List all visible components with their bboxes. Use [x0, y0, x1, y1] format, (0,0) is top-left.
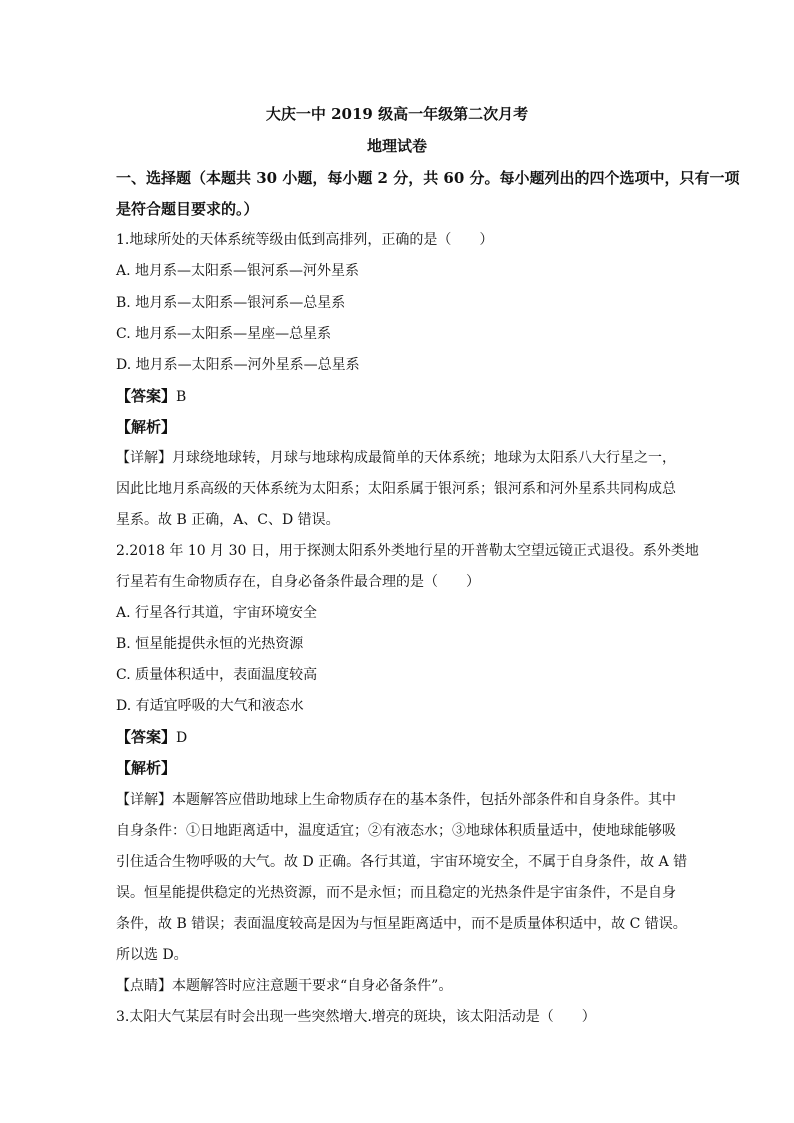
analysis-label: 【解析】 [116, 759, 177, 777]
exam-subject: 地理试卷 [366, 137, 427, 155]
option-a: A. 行星各行其道，宇宙环境安全 [116, 605, 318, 621]
option-d: D. 有适宜呼吸的大气和液态水 [116, 698, 304, 714]
question-stem: 3.太阳大气某层有时会出现一些突然增大.增亮的斑块，该太阳活动是（ ） [116, 1009, 596, 1025]
option-a: A. 地月系—太阳系—银河系—河外星系 [116, 263, 360, 279]
detail-line: 因此比地月系高级的天体系统为太阳系；太阳系属于银河系；银河系和河外星系共同构成总 [116, 481, 676, 497]
exam-title: 大庆一中 2019 级高一年级第二次月考 [265, 105, 529, 123]
tip-line: 【点睛】本题解答时应注意题干要求“自身必备条件”。 [116, 978, 453, 994]
answer-line [116, 727, 696, 748]
question-stem: 1.地球所处的天体系统等级由低到高排列，正确的是（ ） [116, 232, 494, 248]
option-c: C. 地月系—太阳系—星座—总星系 [116, 326, 332, 342]
analysis-label: 【解析】 [116, 418, 177, 436]
section-heading-cont: 是符合题目要求的。） [116, 200, 259, 218]
option-b: B. 地月系—太阳系—银河系—总星系 [116, 295, 346, 311]
detail-line: 误。恒星能提供稳定的光热资源，而不是永恒；而且稳定的光热条件是宇宙条件，不是自身 [116, 885, 676, 901]
answer-label: 【答案】 [116, 387, 177, 405]
detail-line: 引住适合生物呼吸的大气。故 D 正确。各行其道，宇宙环境安全，不属于自身条件，故 A 错 [116, 854, 688, 870]
option-b: B. 恒星能提供永恒的光热资源 [116, 636, 304, 652]
detail-line: 【详解】月球绕地球转，月球与地球构成最简单的天体系统；地球为太阳系八大行星之一， [116, 450, 676, 466]
answer-value: D [176, 730, 188, 746]
detail-line: 星系。故 B 正确，A、C、D 错误。 [116, 512, 340, 528]
detail-line: 自身条件：①日地距离适中，温度适宜；②有液态水；③地球体积质量适中，使地球能够吸 [116, 823, 676, 839]
answer-line [116, 386, 696, 407]
answer-label: 【答案】 [116, 728, 177, 746]
option-d: D. 地月系—太阳系—河外星系—总星系 [116, 357, 360, 373]
detail-line: 所以选 D。 [116, 947, 188, 963]
question-stem-cont: 行星若有生命物质存在，自身必备条件最合理的是（ ） [116, 574, 480, 590]
question-stem: 2.2018 年 10 月 30 日，用于探测太阳系外类地行星的开普勒太空望远镜正式退役。系外类地 [116, 543, 699, 559]
section-heading: 一、选择题（本题共 30 小题，每小题 2 分，共 60 分。每小题列出的四个选项中，只有一项 [116, 169, 740, 187]
option-c: C. 质量体积适中，表面温度较高 [116, 667, 318, 683]
detail-line: 条件，故 B 错误；表面温度较高是因为与恒星距离适中，而不是质量体积适中，故 C 错误。 [116, 916, 687, 932]
answer-value: B [176, 389, 187, 405]
detail-line: 【详解】本题解答应借助地球上生命物质存在的基本条件，包括外部条件和自身条件。其中 [116, 792, 676, 808]
